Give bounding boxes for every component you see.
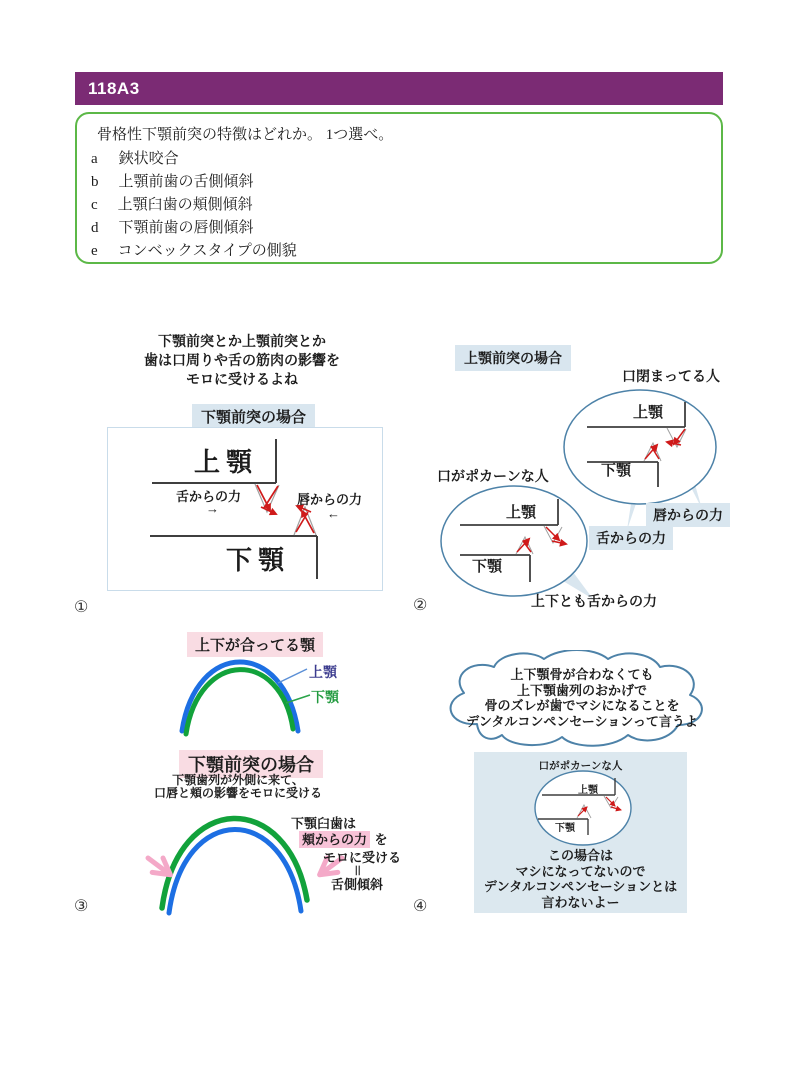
upper-tooth-force-arrow (257, 485, 270, 510)
option-c (91, 193, 253, 214)
cheek-force-highlight: 頬からの力 (299, 831, 370, 848)
option-text: 上顎臼歯の頬側傾斜 (117, 197, 253, 213)
option-e (91, 239, 297, 260)
panel1-diagram-box (107, 427, 383, 591)
panel1-lower-jaw-label: 下顎 (226, 545, 291, 575)
panel1-intro-text: 下顎前突とか上顎前突とか 歯は口周りや舌の筋肉の影響を モロに受けるよね (144, 333, 340, 387)
panel4-note-box (474, 752, 687, 913)
option-text: コンベックスタイプの側貌 (117, 243, 297, 259)
option-text: 上顎前歯の舌側傾斜 (118, 174, 254, 190)
panel1-number: ① (74, 599, 89, 616)
question-header-bar (75, 72, 723, 105)
panel3-equals-sign: ＝ (350, 863, 366, 878)
option-text: 鋏状咬合 (118, 151, 179, 167)
panel2-diagram (415, 385, 760, 617)
upper-tooth-force-line (264, 486, 278, 508)
panel1-upper-jaw-label: 上顎 (194, 447, 259, 477)
panel4-number: ④ (413, 898, 428, 915)
panel1-tongue-force-arrow: → (206, 501, 219, 516)
panel1-lip-force-arrow: ← (327, 506, 340, 521)
panel4-cloud-text: 上下顎骨が合わなくても 上下顎歯列のおかげで 骨のズレが歯でマシになることを デンタルコンペンセーションって言うよ (466, 667, 698, 729)
panel3-upper-arch-label: 上顎 (309, 664, 337, 680)
panel2-both-tongue-label: 上下とも舌からの力 (531, 593, 657, 609)
panel4-note-text: この場合は マシになってないので デンタルコンペンセーションとは 言わないよー (483, 848, 678, 910)
question-id: 118A3 (88, 78, 140, 98)
panel4-lower-jaw-label: 下顎 (555, 823, 575, 834)
cheek-force-suffix: を (374, 832, 388, 847)
option-letter: c (91, 197, 98, 213)
panel4-open-mouth-label: 口がポカーンな人 (538, 760, 623, 772)
panel2-number: ② (413, 597, 428, 614)
panel4-upper-jaw-label: 上顎 (578, 785, 598, 796)
option-b (91, 170, 254, 191)
option-text: 下顎前歯の唇側傾斜 (118, 220, 254, 236)
panel3-prognathism-label: 下顎前突の場合 (179, 750, 323, 778)
question-prompt: 骨格性下顎前突の特徴はどれか。 1つ選べ。 (97, 127, 394, 143)
panel2-open-mouth-label: 口がポカーンな人 (437, 468, 549, 484)
panel2-closed-mouth-label: 口閉まってる人 (622, 368, 720, 384)
panel3-description: 下顎歯列が外側に来て、 口唇と頬の影響をモロに受ける (153, 773, 322, 800)
panel3-molar-line4: 舌側傾斜 (331, 877, 384, 892)
panel3-lower-arch-label: 下顎 (311, 689, 339, 705)
option-d (91, 216, 254, 237)
panel3-molar-line3: モロに受ける (323, 850, 402, 865)
panel2-closed-lower-label: 下顎 (601, 462, 632, 479)
panel3-aligned-label: 上下が合ってる顎 (187, 632, 323, 657)
panel2-case-label: 上顎前突の場合 (455, 345, 571, 371)
panel2-open-upper-label: 上顎 (506, 504, 537, 521)
panel3-molar-line2 (299, 829, 387, 849)
panel1-lip-force-label: 唇からの力 (297, 492, 363, 507)
panel3-molar-line1: 下顎臼歯は (291, 816, 357, 831)
panel2-lip-force-label: 唇からの力 (646, 503, 730, 527)
option-letter: d (91, 220, 99, 236)
cheek-force-arrow-left (148, 858, 168, 873)
upper-arch-pointer (278, 669, 307, 683)
panel2-closed-upper-label: 上顎 (633, 404, 664, 421)
option-a (91, 147, 179, 168)
option-letter: e (91, 243, 98, 259)
panel2-tongue-force-label: 舌からの力 (589, 526, 673, 550)
panel3-number: ③ (74, 898, 89, 915)
panel1-tongue-force-label: 舌からの力 (176, 489, 242, 504)
option-letter: b (91, 174, 99, 190)
option-letter: a (91, 151, 98, 167)
panel1-case-label: 下顎前突の場合 (192, 404, 315, 429)
panel3-aligned-arches (172, 655, 322, 737)
panel2-open-lower-label: 下顎 (472, 558, 503, 575)
question-box (75, 112, 723, 264)
